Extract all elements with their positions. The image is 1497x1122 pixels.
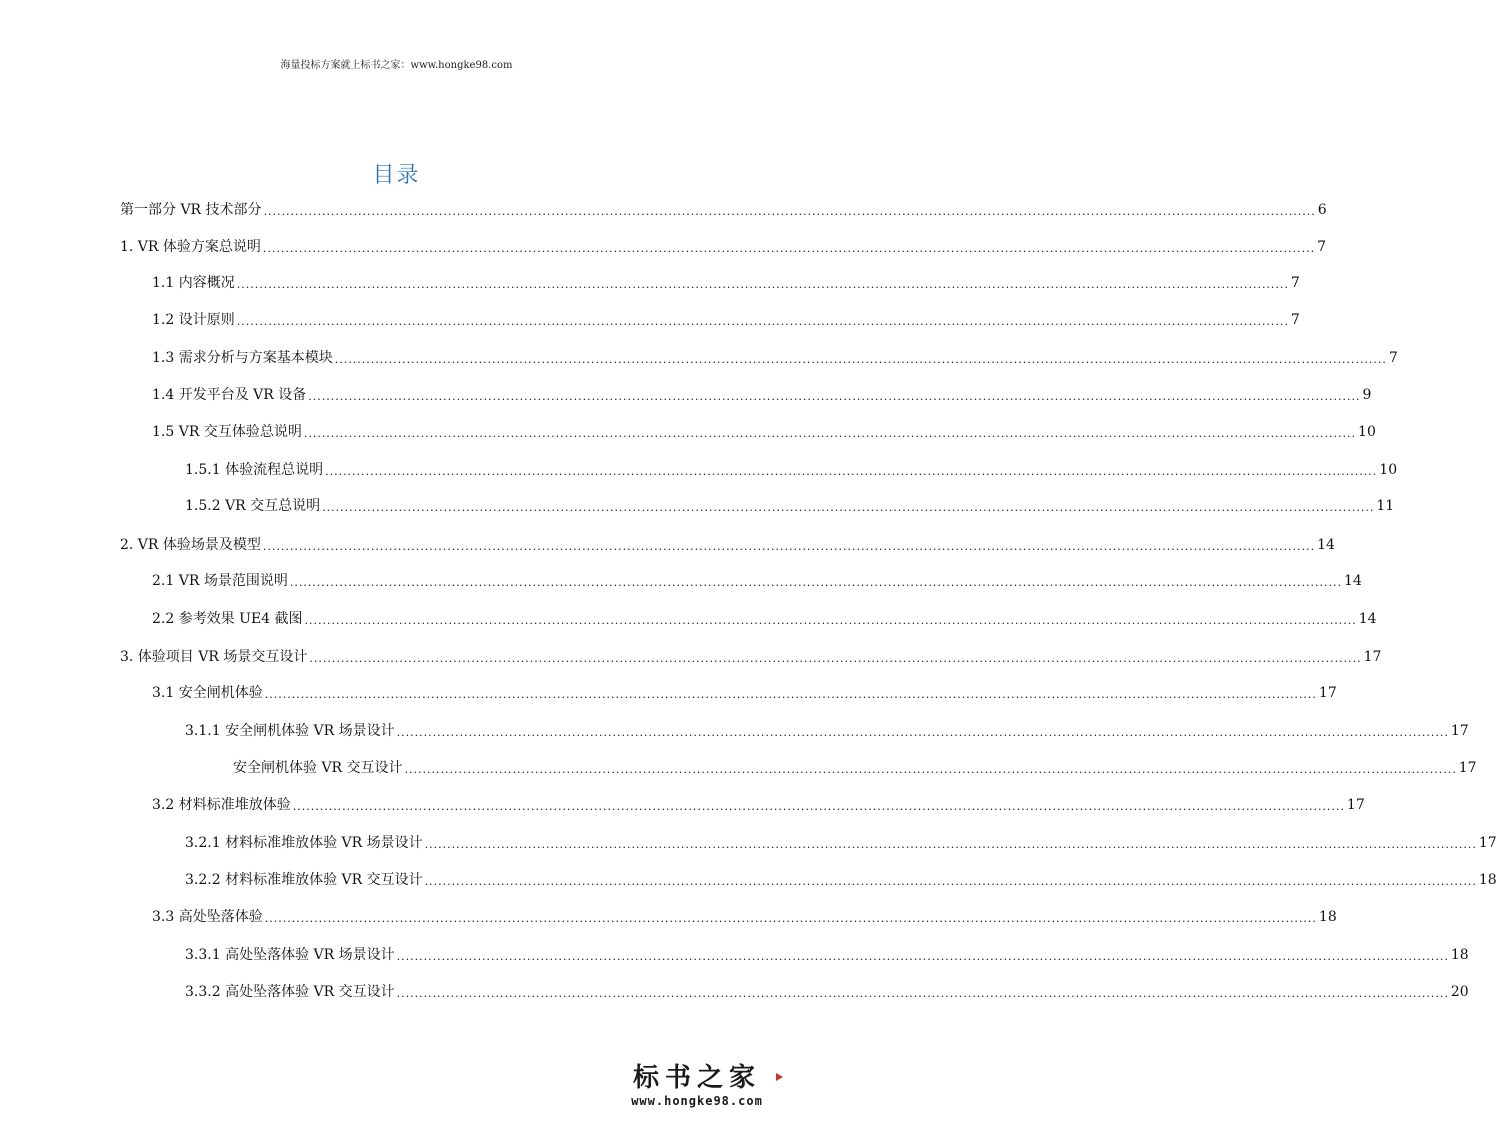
toc-leader-dots: .......................................................................................................................................................................................................................................... (236, 315, 1289, 328)
toc-entry-page: 17 (1458, 760, 1477, 776)
watermark-url: www.hongke98.com (631, 1094, 763, 1108)
toc-leader-dots: .......................................................................................................................................................................................................................................... (396, 950, 1449, 963)
toc-entry[interactable] (185, 831, 1497, 853)
toc-entry-label: 3.1 安全闸机体验 (152, 685, 263, 701)
toc-entry-page: 18 (1450, 947, 1469, 963)
toc-entry[interactable] (185, 943, 1469, 965)
toc-entry[interactable] (185, 980, 1469, 1002)
toc-entry[interactable] (185, 719, 1469, 741)
toc-entry-page: 10 (1358, 424, 1376, 440)
toc-leader-dots: .......................................................................................................................................................................................................................................... (264, 912, 1317, 925)
toc-entry[interactable] (233, 756, 1477, 778)
toc-entry-label: 1.2 设计原则 (152, 312, 235, 328)
page-header: 海量投标方案就上标书之家：www.hongke98.com (280, 60, 513, 71)
watermark-logo (617, 1063, 777, 1109)
toc-entry-label: 3.3 高处坠落体验 (152, 909, 263, 925)
toc-entry[interactable] (152, 905, 1337, 927)
toc-entry[interactable] (152, 607, 1377, 629)
toc-entry[interactable] (152, 420, 1376, 442)
toc-entry-label: 1. VR 体验方案总说明 (120, 239, 261, 255)
toc-entry[interactable] (185, 868, 1497, 890)
toc-leader-dots: .......................................................................................................................................................................................................................................... (322, 501, 1375, 514)
toc-entry-page: 17 (1318, 685, 1337, 701)
toc-entry[interactable] (152, 271, 1300, 293)
toc-title: 目录 (372, 163, 421, 188)
toc-entry-label: 2. VR 体验场景及模型 (120, 537, 261, 553)
toc-entry-page: 9 (1362, 387, 1372, 403)
toc-entry[interactable] (185, 458, 1398, 480)
toc-entry[interactable] (152, 346, 1398, 368)
toc-entry-label: 安全闸机体验 VR 交互设计 (233, 760, 403, 776)
toc-entry-page: 11 (1376, 498, 1395, 514)
toc-entry[interactable] (120, 235, 1327, 257)
toc-entry-label: 3.3.2 高处坠落体验 VR 交互设计 (185, 984, 395, 1000)
toc-entry-page: 17 (1363, 649, 1382, 665)
toc-leader-dots: .......................................................................................................................................................................................................................................... (263, 205, 1316, 218)
toc-entry[interactable] (152, 569, 1362, 591)
toc-entry-label: 3.2.2 材料标准堆放体验 VR 交互设计 (185, 872, 423, 888)
toc-entry-label: 1.5.1 体验流程总说明 (185, 462, 324, 478)
toc-entry-page: 17 (1478, 835, 1497, 851)
toc-entry-label: 3.1.1 安全闸机体验 VR 场景设计 (185, 723, 395, 739)
toc-entry-label: 3.2 材料标准堆放体验 (152, 797, 291, 813)
toc-entry-label: 1.4 开发平台及 VR 设备 (152, 387, 307, 403)
toc-leader-dots: .......................................................................................................................................................................................................................................... (236, 278, 1289, 291)
toc-entry-page: 18 (1478, 872, 1497, 888)
toc-entry-page: 17 (1450, 723, 1469, 739)
arrow-icon (776, 1073, 783, 1081)
toc-entry-page: 7 (1317, 239, 1327, 255)
toc-entry-page: 7 (1290, 275, 1300, 291)
toc-leader-dots: .......................................................................................................................................................................................................................................... (262, 242, 1316, 255)
toc-entry-label: 2.1 VR 场景范围说明 (152, 573, 288, 589)
toc-leader-dots: .......................................................................................................................................................................................................................................... (396, 726, 1449, 739)
toc-entry[interactable] (120, 198, 1327, 220)
toc-leader-dots: .......................................................................................................................................................................................................................................... (308, 390, 1361, 403)
toc-entry-page: 14 (1344, 573, 1362, 589)
toc-entry-label: 3. 体验项目 VR 场景交互设计 (120, 649, 308, 665)
watermark-brand: 标书之家 (632, 1063, 761, 1093)
toc-entry[interactable] (120, 533, 1335, 555)
toc-entry-label: 1.3 需求分析与方案基本模块 (152, 350, 333, 366)
toc-entry[interactable] (152, 308, 1300, 330)
toc-entry-page: 17 (1346, 797, 1365, 813)
toc-entry-page: 20 (1450, 984, 1469, 1000)
toc-entry[interactable] (152, 681, 1337, 703)
toc-leader-dots: .......................................................................................................................................................................................................................................... (424, 838, 1477, 851)
toc-leader-dots: .......................................................................................................................................................................................................................................... (264, 688, 1317, 701)
toc-entry-page: 14 (1317, 537, 1335, 553)
toc-entry-page: 14 (1358, 611, 1377, 627)
toc-entry[interactable] (152, 383, 1372, 405)
toc-leader-dots: .......................................................................................................................................................................................................................................... (424, 875, 1477, 888)
toc-leader-dots: .......................................................................................................................................................................................................................................... (289, 576, 1343, 589)
toc-entry-page: 10 (1379, 462, 1398, 478)
toc-entry-label: 3.2.1 材料标准堆放体验 VR 场景设计 (185, 835, 423, 851)
toc-leader-dots: .......................................................................................................................................................................................................................................... (262, 540, 1316, 553)
toc-entry-label: 第一部分 VR 技术部分 (120, 202, 262, 218)
toc-leader-dots: .......................................................................................................................................................................................................................................... (396, 987, 1449, 1000)
toc-leader-dots: .......................................................................................................................................................................................................................................... (303, 427, 1357, 440)
toc-entry-page: 6 (1317, 202, 1327, 218)
toc-entry-label: 1.1 内容概况 (152, 275, 235, 291)
toc-entry[interactable] (185, 494, 1395, 516)
toc-leader-dots: .......................................................................................................................................................................................................................................... (325, 465, 1378, 478)
toc-entry-label: 3.3.1 高处坠落体验 VR 场景设计 (185, 947, 395, 963)
toc-entry[interactable] (120, 645, 1382, 667)
toc-entry-page: 7 (1388, 350, 1398, 366)
toc-entry-label: 1.5.2 VR 交互总说明 (185, 498, 321, 514)
toc-entry[interactable] (152, 793, 1365, 815)
toc-leader-dots: .......................................................................................................................................................................................................................................... (292, 800, 1345, 813)
toc-leader-dots: .......................................................................................................................................................................................................................................... (334, 353, 1387, 366)
toc-entry-page: 18 (1318, 909, 1337, 925)
toc-entry-label: 1.5 VR 交互体验总说明 (152, 424, 302, 440)
toc-leader-dots: .......................................................................................................................................................................................................................................... (309, 652, 1362, 665)
toc-leader-dots: .......................................................................................................................................................................................................................................... (304, 614, 1357, 627)
toc-entry-page: 7 (1290, 312, 1300, 328)
toc-entry-label: 2.2 参考效果 UE4 截图 (152, 611, 303, 627)
toc-leader-dots: .......................................................................................................................................................................................................................................... (404, 763, 1457, 776)
